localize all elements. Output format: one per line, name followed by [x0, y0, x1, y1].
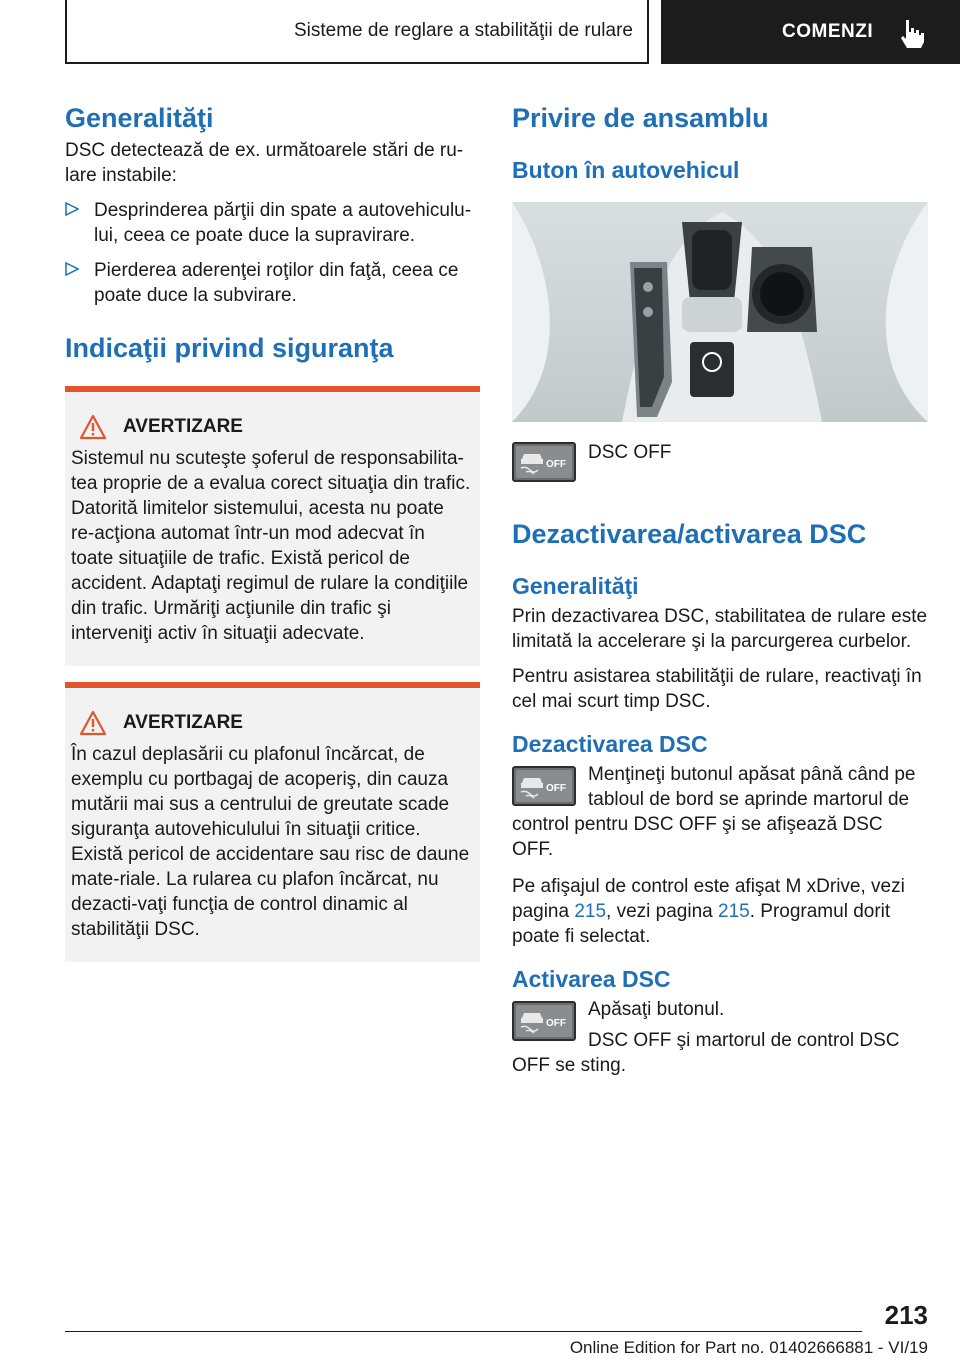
bullet-item	[65, 258, 480, 308]
console-photo	[512, 202, 928, 422]
activate-text-1: Apăsaţi butonul.	[588, 999, 725, 1020]
deactivate-activate-heading: Dezactivarea/activarea DSC	[512, 519, 867, 549]
mxdrive-text: Pe afişajul de control este afişat M xDrive, vezi pagina	[512, 876, 905, 922]
page-link-215[interactable]: 215	[574, 901, 607, 922]
warning-header	[71, 412, 472, 442]
chapter-tab[interactable]	[661, 0, 960, 64]
deact-general-heading: Generalităţi	[512, 573, 639, 599]
activate-dsc-heading: Activarea DSC	[512, 966, 671, 992]
general-heading: Generalităţi	[65, 103, 214, 133]
mxdrive-paragraph	[512, 874, 928, 949]
triangle-bullet-icon	[65, 262, 79, 276]
right-column	[512, 100, 928, 1078]
general-intro: DSC detectează de ex. următoarele stări de ru‐lare instabile:	[65, 140, 464, 186]
footer-divider	[65, 1331, 862, 1332]
warning-text: În cazul deplasării cu plafonul încărcat, de exemplu cu portbagaj de acoperiş, din cauza mutării mai sus a centrului de greutate scade siguranţa autovehiculului în situaţii critice. Există pericol de accidentare sau risc de daune mate‐riale. La rularea cu plafon încărcat, nu dezacti‐vaţi funcţia de control dinamic al stabilităţii DSC.	[71, 744, 470, 940]
bullet-item	[65, 198, 480, 248]
deact-paragraph-1: Prin dezactivarea DSC, stabilitatea de rulare este limitată la accelerare şi la parcurgerea curbelor.	[512, 606, 928, 652]
dsc-off-button-icon	[512, 442, 576, 482]
button-label: DSC OFF	[588, 442, 672, 463]
svg-text:OFF: OFF	[546, 459, 566, 470]
svg-text:OFF: OFF	[546, 1018, 566, 1029]
triangle-bullet-icon	[65, 202, 79, 216]
svg-text:OFF: OFF	[546, 783, 566, 794]
bullet-text: Pierderea aderenţei roţilor din faţă, ceea ce poate duce la subvirare.	[94, 260, 459, 306]
warning-box	[65, 682, 480, 962]
bullet-text: Desprinderea părţii din spate a autovehiculu‐lui, ceea ce poate duce la supravirare.	[94, 200, 472, 246]
deactivate-instruction	[512, 762, 928, 862]
safety-heading: Indicaţii privind siguranţa	[65, 333, 394, 363]
warning-triangle-icon	[79, 710, 107, 736]
deact-paragraph-2: Pentru asistarea stabilităţii de rulare, reactivaţi în cel mai scurt timp DSC.	[512, 666, 922, 712]
dsc-off-button-icon	[512, 766, 576, 806]
deactivate-dsc-heading: Dezactivarea DSC	[512, 731, 708, 757]
button-legend	[512, 440, 928, 490]
section-title: Sisteme de reglare a stabilităţii de rulare	[293, 20, 633, 41]
mxdrive-text: , vezi pagina	[606, 901, 719, 922]
warning-label: AVERTIZARE	[123, 712, 243, 733]
page-number: 213	[884, 1300, 928, 1330]
activate-text-2: DSC OFF şi martorul de control DSC OFF se sting.	[512, 1030, 900, 1076]
hand-pointer-icon	[897, 18, 927, 50]
activate-instruction	[512, 997, 928, 1078]
overview-heading: Privire de ansamblu	[512, 103, 769, 133]
chapter-title: COMENZI	[782, 21, 874, 42]
mxdrive-text: . Programul dorit poate fi selectat.	[512, 901, 891, 947]
warning-box	[65, 386, 480, 666]
warning-triangle-icon	[79, 414, 107, 440]
warning-header	[71, 708, 472, 738]
edition-note: Online Edition for Part no. 01402666881 - VI/19	[569, 1338, 928, 1357]
deactivate-text: Menţineţi butonul apăsat până când pe tabloul de bord se aprinde martorul de control pentru DSC OFF şi se afişează DSC OFF.	[512, 764, 916, 860]
dsc-off-button-icon	[512, 1001, 576, 1041]
left-column	[65, 100, 480, 962]
button-subheading: Buton în autovehicul	[512, 157, 740, 183]
section-header	[65, 0, 649, 64]
warning-label: AVERTIZARE	[123, 416, 243, 437]
page-link-215[interactable]: 215	[718, 901, 750, 922]
warning-text: Sistemul nu scuteşte şoferul de responsabilita‐tea proprie de a evalua corect situaţia din trafic. Datorită limitelor sistemului, acesta nu poate re‐acţiona automat într-un mod adecvat în toate situaţiile de trafic. Există pericol de accident. Adaptaţi regimul de rulare la condiţiile din trafic. Urmăriţi acţiunile din trafic şi interveniţi activ în situaţii adecvate.	[71, 448, 471, 644]
